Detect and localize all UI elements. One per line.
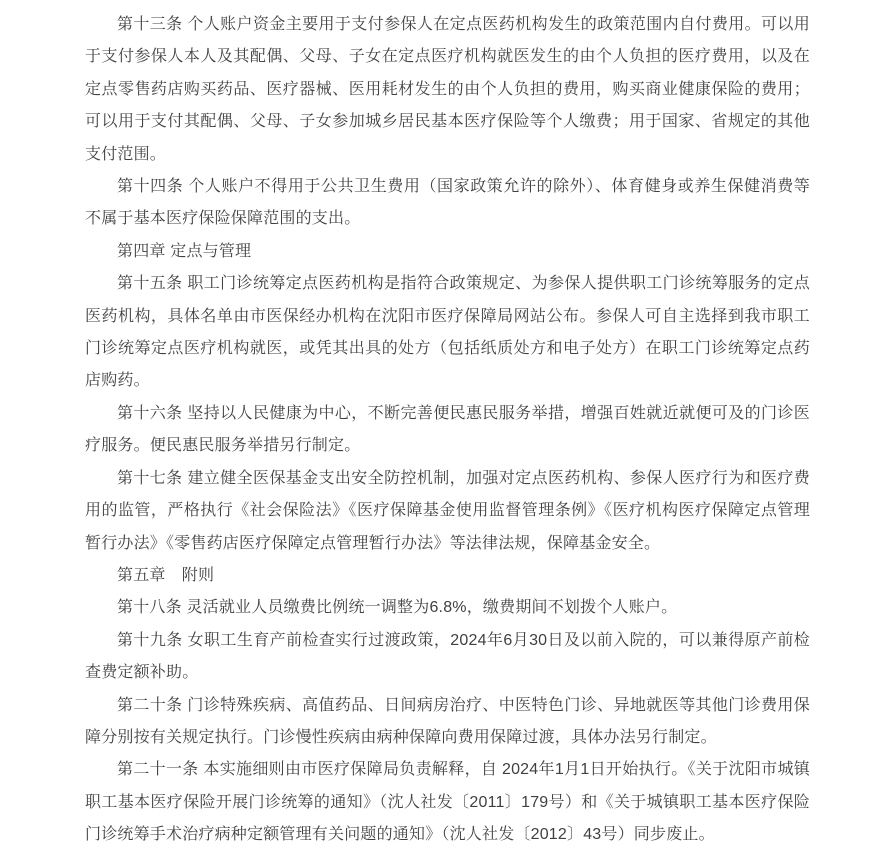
article-paragraph: 第十五条 职工门诊统筹定点医药机构是指符合政策规定、为参保人提供职工门诊统筹服务的定点医药机构，具体名单由市医保经办机构在沈阳市医疗保障局网站公布。参保人可自主选择到我市职工门诊统筹定点医疗机构就医，或凭其出具的处方（包括纸质处方和电子处方）在职工门诊统筹定点药店购药。 <box>85 275 810 390</box>
document-body <box>85 9 810 852</box>
article-paragraph: 第十四条 个人账户不得用于公共卫生费用（国家政策允许的除外）、体育健身或养生保健消费等不属于基本医疗保险保障范围的支出。 <box>85 178 810 228</box>
article-paragraph: 第十八条 灵活就业人员缴费比例统一调整为6.8%，缴费期间不划拨个人账户。 <box>117 599 678 617</box>
article-paragraph: 第二十条 门诊特殊疾病、高值药品、日间病房治疗、中医特色门诊、异地就医等其他门诊费用保障分别按有关规定执行。门诊慢性疾病由病种保障向费用保障过渡，具体办法另行制定。 <box>85 696 810 746</box>
article-paragraph: 第十九条 女职工生育产前检查实行过渡政策，2024年6月30日及以前入院的，可以兼得原产前检查费定额补助。 <box>85 631 810 682</box>
article-paragraph: 第二十一条 本实施细则由市医疗保障局负责解释，自 2024年1月1日开始执行。《关于沈阳市城镇职工基本医疗保险开展门诊统筹的通知》（沈人社发〔2011〕179号）和《关于城镇职工基本医疗保险门诊统筹手术治疗病种定额管理有关问题的通知》（沈人社发〔2012〕43号）同步废止。 <box>85 761 810 844</box>
chapter-heading: 第五章 附则 <box>117 566 215 584</box>
article-paragraph: 第十七条 建立健全医保基金支出安全防控机制，加强对定点医药机构、参保人医疗行为和医疗费用的监管，严格执行《社会保险法》《医疗保障基金使用监督管理条例》《医疗机构医疗保障定点管理暂行办法》《零售药店医疗保障定点管理暂行办法》等法律法规，保障基金安全。 <box>85 469 810 552</box>
article-paragraph: 第十六条 坚持以人民健康为中心，不断完善便民惠民服务举措，增强百姓就近就便可及的门诊医疗服务。便民惠民服务举措另行制定。 <box>85 404 810 455</box>
chapter-heading: 第四章 定点与管理 <box>117 242 252 260</box>
article-paragraph: 第十三条 个人账户资金主要用于支付参保人在定点医药机构发生的政策范围内自付费用。可以用于支付参保人本人及其配偶、父母、子女在定点医疗机构就医发生的由个人负担的医疗费用，以及在定点零售药店购买药品、医疗器械、医用耗材发生的由个人负担的费用，购买商业健康保险的费用；可以用于支付其配偶、父母、子女参加城乡居民基本医疗保险等个人缴费；用于国家、省规定的其他支付范围。 <box>85 16 810 163</box>
